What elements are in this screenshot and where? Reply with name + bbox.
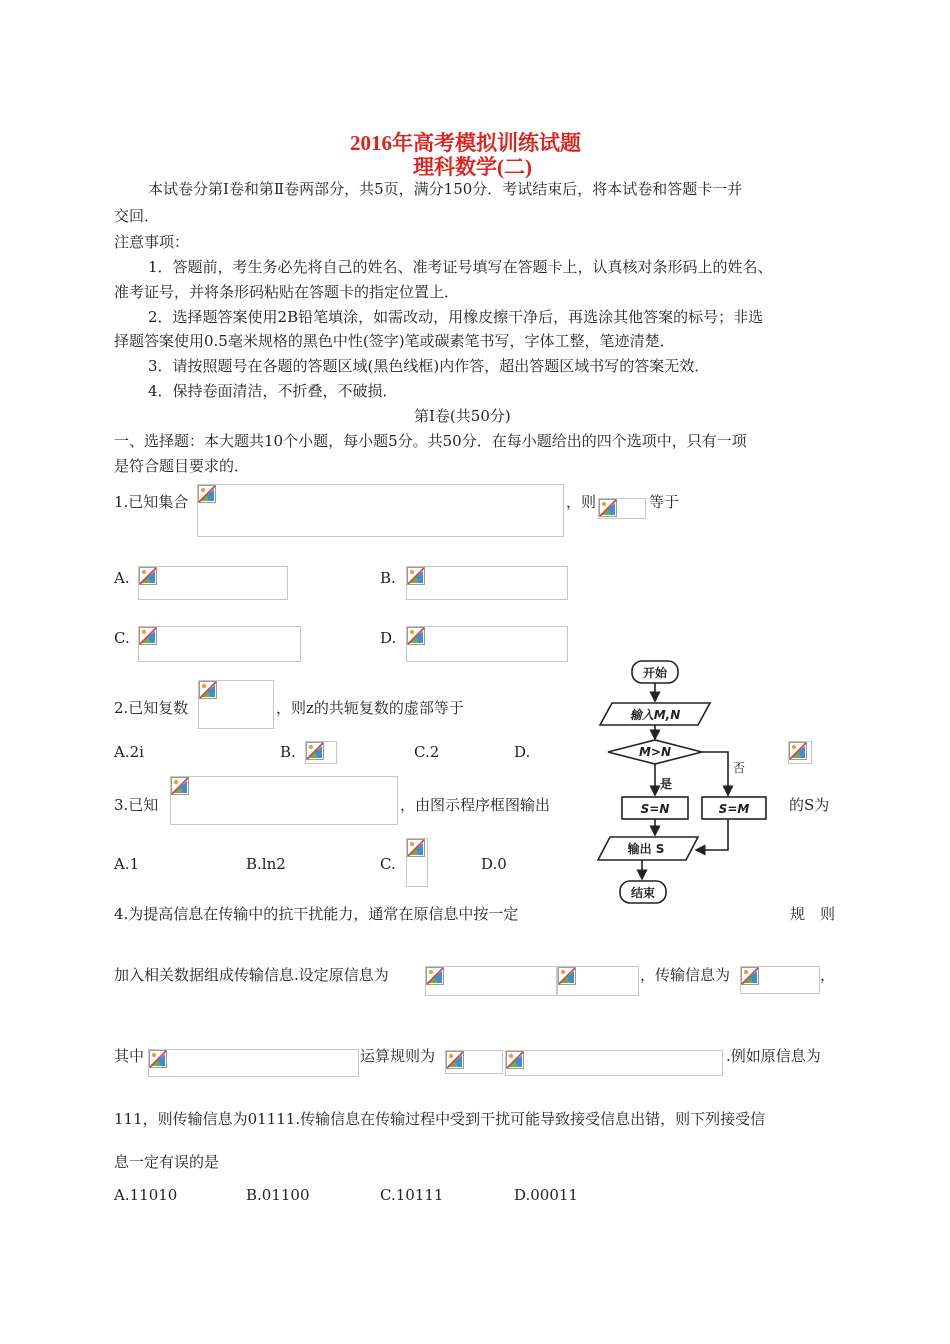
q4-line4: 111，则传输信息为01111.传输信息在传输过程中受到干扰可能导致接受信息出错，则下列接受信 xyxy=(114,1110,766,1128)
program-flowchart xyxy=(590,655,780,907)
note-3: 3．请按照题号在各题的答题区域(黑色线框)内作答，超出答题区域书写的答案无效． xyxy=(148,357,710,375)
intro-line2: 交回． xyxy=(114,207,160,225)
notice-heading: 注意事项： xyxy=(114,233,190,251)
broken-image-icon xyxy=(198,485,216,503)
broken-image-icon xyxy=(139,627,157,645)
broken-image-icon xyxy=(506,1051,524,1069)
note-1a: 1．答题前，考生务必先将自己的姓名、准考证号填写在答题卡上，认真核对条形码上的姓名、 xyxy=(148,258,773,276)
broken-image-icon xyxy=(426,967,444,985)
q4-rule-image-2 xyxy=(505,1050,723,1076)
q2-option-d: D. xyxy=(514,743,531,761)
q4-where-image xyxy=(148,1049,359,1077)
note-2a: 2．选择题答案使用2B铅笔填涂，如需改动，用橡皮擦干净后，再选涂其他答案的标号；非选 xyxy=(148,308,764,326)
q3-mid: ，由图示程序框图输出 xyxy=(400,796,551,814)
q4-rule-image-1 xyxy=(445,1050,503,1074)
q4-line5: 息一定有误的是 xyxy=(114,1153,220,1171)
q1-option-c-image xyxy=(138,626,301,662)
q1-prefix: 1.已知集合 xyxy=(114,493,189,511)
q2-suffix: ，则z的共轭复数的虚部等于 xyxy=(276,699,464,717)
broken-image-icon xyxy=(407,567,425,585)
q4-line3-b: 运算规则为 xyxy=(360,1047,436,1065)
section-heading-b: 是符合题目要求的． xyxy=(114,457,250,475)
q1-option-d-image xyxy=(406,626,568,662)
q4-line3-a: 其中 xyxy=(114,1047,145,1065)
q4-option-a: A.11010 xyxy=(114,1186,178,1204)
q1-expr-image xyxy=(598,498,646,519)
broken-image-icon xyxy=(558,967,576,985)
q2-option-b-image xyxy=(305,741,337,764)
q1-suffix: 等于 xyxy=(649,493,680,511)
broken-image-icon xyxy=(149,1050,167,1068)
flowchart-start-label: 开始 xyxy=(642,666,668,680)
q3-prefix: 3.已知 xyxy=(114,796,159,814)
q4-line3-c: .例如原信息为 xyxy=(726,1047,821,1065)
q1-option-b: B. xyxy=(380,569,396,587)
flowchart-end-label: 结束 xyxy=(630,886,656,900)
q2-option-a: A.2i xyxy=(114,743,144,761)
q4-original-info-image xyxy=(425,966,557,996)
broken-image-icon xyxy=(407,627,425,645)
broken-image-icon xyxy=(139,567,157,585)
broken-image-icon xyxy=(306,742,324,760)
part1-heading: 第Ⅰ卷(共50分) xyxy=(414,407,511,425)
intro-line1: 本试卷分第Ⅰ卷和第Ⅱ卷两部分，共5页，满分150分．考试结束后，将本试卷和答题卡一并 xyxy=(148,180,743,198)
q4-option-b: B.01100 xyxy=(246,1186,310,1204)
broken-image-icon xyxy=(446,1051,464,1069)
page-title: 2016年高考模拟训练试题 xyxy=(350,131,581,155)
q4-original-info-image-2 xyxy=(557,966,639,996)
q4-line2-b: ，传输信息为 xyxy=(640,966,731,984)
page-subtitle: 理科数学(二) xyxy=(413,155,532,179)
note-4: 4．保持卷面清洁，不折叠，不破损． xyxy=(148,382,398,400)
section-heading-a: 一、选择题：本大题共10个小题，每小题5分。共50分．在每小题给出的四个选项中，只有一项 xyxy=(114,432,747,450)
q4-line2-a: 加入相关数据组成传输信息.设定原信息为 xyxy=(114,966,389,984)
q4-transmit-info-image xyxy=(740,966,820,994)
q1-option-b-image xyxy=(406,566,568,600)
broken-image-icon xyxy=(199,681,217,699)
flowchart-assign-m-label: S=M xyxy=(718,802,750,816)
broken-image-icon xyxy=(171,777,189,795)
q2-complex-image xyxy=(198,680,274,729)
flowchart-no-label: 否 xyxy=(733,761,746,775)
q2-prefix: 2.已知复数 xyxy=(114,699,189,717)
q3-option-a: A.1 xyxy=(114,855,140,873)
q3-option-b: B.ln2 xyxy=(246,855,286,873)
q3-option-c-image xyxy=(406,838,428,887)
q4-line2-c: ， xyxy=(820,966,836,984)
q3-option-d: D.0 xyxy=(481,855,507,873)
q4-line1-end: 规 则 xyxy=(790,905,836,923)
q1-set-image xyxy=(197,484,564,537)
q1-option-a-image xyxy=(138,566,288,600)
broken-image-icon xyxy=(599,499,617,517)
flowchart-assign-n-label: S=N xyxy=(640,802,670,816)
q1-option-c: C. xyxy=(114,629,130,647)
q2-option-b: B. xyxy=(280,743,296,761)
flowchart-condition-label: M>N xyxy=(638,745,672,759)
q4-option-d: D.00011 xyxy=(514,1186,578,1204)
q2-option-c: C.2 xyxy=(414,743,440,761)
flowchart-yes-label: 是 xyxy=(660,777,673,791)
q1-mid: ，则 xyxy=(566,493,597,511)
q1-option-d: D. xyxy=(380,629,397,647)
broken-image-icon xyxy=(407,839,425,857)
q1-option-a: A. xyxy=(114,569,130,587)
q4-line1: 4.为提高信息在传输中的抗干扰能力，通常在原信息中按一定 xyxy=(114,905,519,923)
q3-function-image xyxy=(170,776,398,825)
broken-image-icon xyxy=(789,742,807,760)
flowchart-output-label: 输出 S xyxy=(627,842,665,856)
note-1b: 准考证号，并将条形码粘贴在答题卡的指定位置上． xyxy=(114,283,460,301)
flowchart-input-label: 输入M,N xyxy=(629,708,681,722)
q2-option-d-image xyxy=(788,741,812,764)
q3-suffix: 的S为 xyxy=(789,796,830,814)
q3-option-c: C. xyxy=(380,855,396,873)
q4-option-c: C.10111 xyxy=(380,1186,444,1204)
broken-image-icon xyxy=(741,967,759,985)
note-2b: 择题答案使用0.5毫米规格的黑色中性(签字)笔或碳素笔书写，字体工整，笔迹清楚． xyxy=(114,332,675,350)
